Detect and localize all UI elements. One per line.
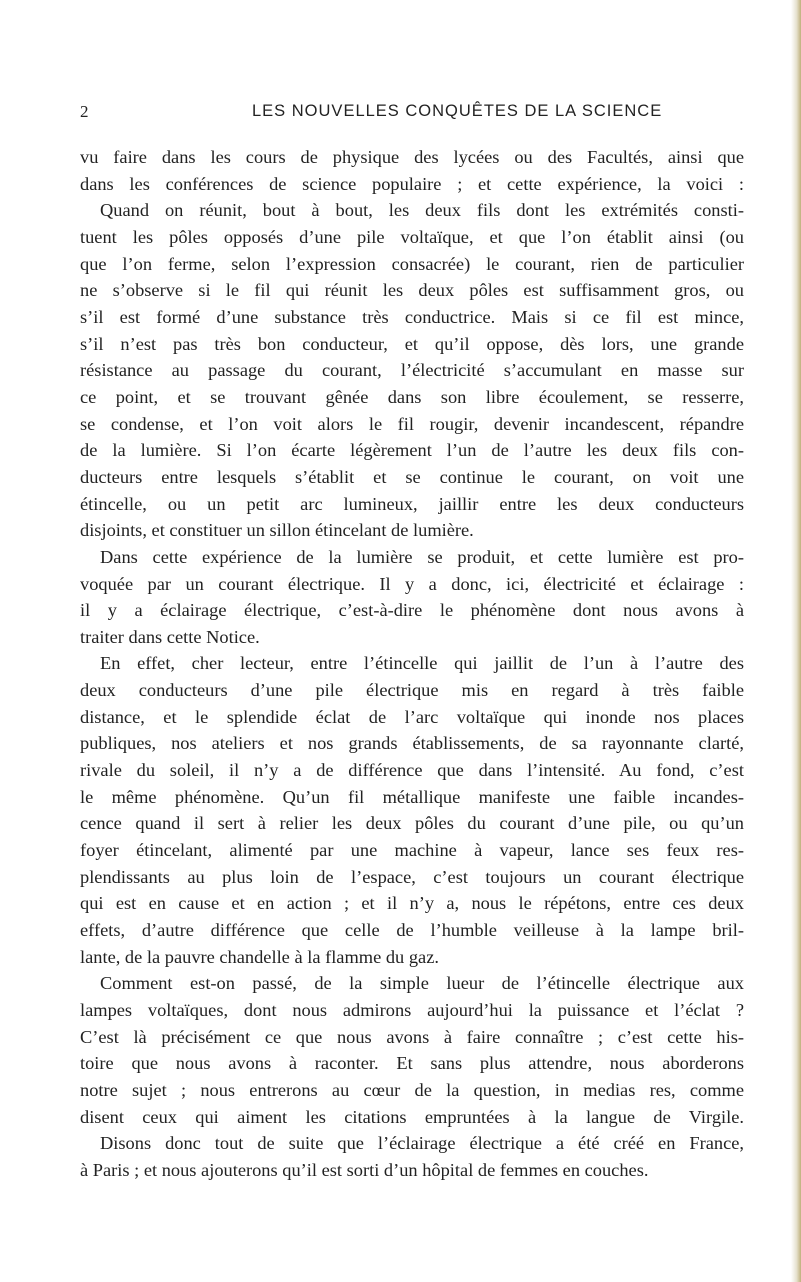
text-line: voquée par un courant électrique. Il y a donc, ici, électricité et éclairage : <box>80 573 744 594</box>
text-line: toire que nous avons à raconter. Et sans plus attendre, nous aborderons <box>80 1053 744 1074</box>
text-line: résistance au passage du courant, l’électricité s’accumulant en masse sur <box>80 360 744 381</box>
text-line: Quand on réunit, bout à bout, les deux fils dont les extrémités consti- <box>100 200 744 221</box>
page-header <box>80 102 740 126</box>
body-text <box>80 144 744 1184</box>
text-line: foyer étincelant, alimenté par une machine à vapeur, lance ses feux res- <box>80 840 744 861</box>
text-line: Dans cette expérience de la lumière se produit, et cette lumière est pro- <box>100 546 744 567</box>
text-line: publiques, nos ateliers et nos grands établissements, de sa rayonnante clarté, <box>80 733 744 754</box>
text-line: lante, de la pauvre chandelle à la flamme du gaz. <box>80 946 439 967</box>
text-line: que l’on ferme, selon l’expression consacrée) le courant, rien de particulier <box>80 253 744 274</box>
text-line: ducteurs entre lesquels s’établit et se continue le courant, on voit une <box>80 466 744 487</box>
page-number: 2 <box>80 102 89 121</box>
text-line: cence quand il sert à relier les deux pôles du courant d’une pile, ou qu’un <box>80 813 744 834</box>
text-line: disent ceux qui aiment les citations empruntées à la langue de Virgile. <box>80 1106 744 1127</box>
text-line: étincelle, ou un petit arc lumineux, jaillir entre les deux conducteurs <box>80 493 744 514</box>
text-line: disjoints, et constituer un sillon étincelant de lumière. <box>80 520 474 541</box>
text-line: rivale du soleil, il n’y a de différence que dans l’intensité. Au fond, c’est <box>80 760 744 781</box>
text-line: dans les conférences de science populaire ; et cette expérience, la voici : <box>80 173 744 194</box>
text-line: deux conducteurs d’une pile électrique mis en regard à très faible <box>80 680 744 701</box>
text-line: Disons donc tout de suite que l’éclairage électrique a été créé en France, <box>100 1133 744 1154</box>
text-line: s’il n’est pas très bon conducteur, et qu’il oppose, dès lors, une grande <box>80 333 744 354</box>
text-line: s’il est formé d’une substance très conductrice. Mais si ce fil est mince, <box>80 306 744 327</box>
text-line: se condense, et l’on voit alors le fil rougir, devenir incandescent, répandre <box>80 413 744 434</box>
text-line: qui est en cause et en action ; et il n’y a, nous le répétons, entre ces deux <box>80 893 744 914</box>
text-line: de la lumière. Si l’on écarte légèrement l’un de l’autre les deux fils con- <box>80 440 744 461</box>
page-edge-shadow <box>791 0 801 1282</box>
text-line: à Paris ; et nous ajouterons qu’il est sorti d’un hôpital de femmes en couches. <box>80 1159 649 1180</box>
text-line: Comment est-on passé, de la simple lueur de l’étincelle électrique aux <box>100 973 744 994</box>
text-line: plendissants au plus loin de l’espace, c’est toujours un courant électrique <box>80 866 744 887</box>
text-line: tuent les pôles opposés d’une pile voltaïque, et que l’on établit ainsi (ou <box>80 226 744 247</box>
text-line: lampes voltaïques, dont nous admirons aujourd’hui la puissance et l’éclat ? <box>80 1000 744 1020</box>
text-line: vu faire dans les cours de physique des lycées ou des Facultés, ainsi que <box>80 147 744 167</box>
text-line: il y a éclairage électrique, c’est-à-dire le phénomène dont nous avons à <box>80 600 744 621</box>
text-line: le même phénomène. Qu’un fil métallique manifeste une faible incandes- <box>80 786 744 807</box>
text-line: En effet, cher lecteur, entre l’étincelle qui jaillit de l’un à l’autre des <box>100 653 744 674</box>
running-title: LES NOUVELLES CONQUÊTES DE LA SCIENCE <box>252 102 663 120</box>
text-line: effets, d’autre différence que celle de l’humble veilleuse à la lampe bril- <box>80 920 744 941</box>
text-line: distance, et le splendide éclat de l’arc voltaïque qui inonde nos places <box>80 706 744 727</box>
text-line: notre sujet ; nous entrerons au cœur de la question, in medias res, comme <box>80 1079 744 1100</box>
text-line: ce point, et se trouvant gênée dans son libre écoulement, se resserre, <box>80 386 744 407</box>
text-line: traiter dans cette Notice. <box>80 626 260 647</box>
text-line: C’est là précisément ce que nous avons à faire connaître ; c’est cette his- <box>80 1026 744 1047</box>
text-line: ne s’observe si le fil qui réunit les deux pôles est suffisamment gros, ou <box>80 280 744 301</box>
